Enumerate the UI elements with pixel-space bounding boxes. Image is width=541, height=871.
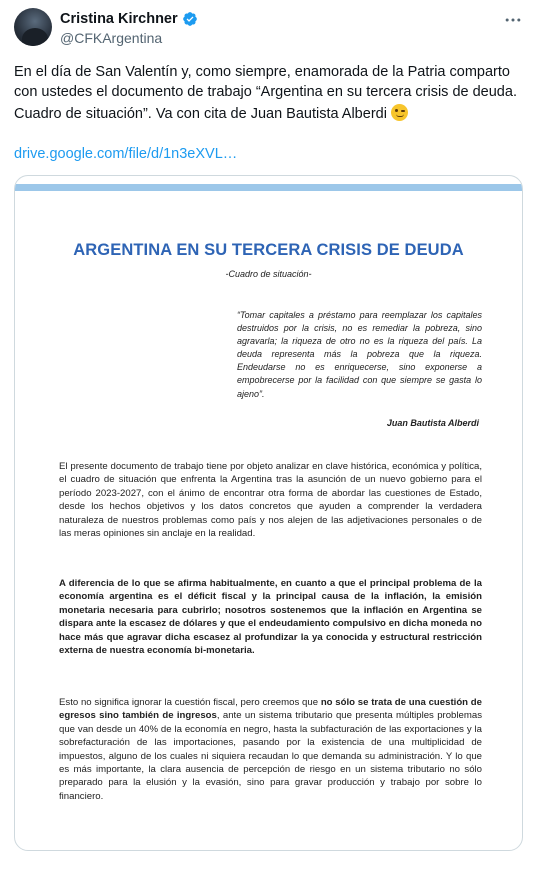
document-header-bar	[15, 184, 522, 191]
tweet-text	[14, 62, 524, 124]
avatar[interactable]	[14, 8, 52, 46]
paragraph-3-start: Esto no significa ignorar la cuestión fiscal, pero creemos que	[59, 697, 321, 708]
document-paragraph-2: A diferencia de lo que se afirma habitualmente, en cuanto a que el principal problema de la economía argentina es el déficit fiscal y la principal causa de la inflación, la emisión monetaria necesaria para cubrirlo; nosotros sostenemos que la inflación en Argentina se dispara ante la escasez de dólares y que el endeudamiento compulsivo en dicha moneda no hace más que agravar dicha escasez al profundizar la ya conocida y estructural restricción externa de nuestra economía bi-monetaria.	[59, 578, 482, 657]
winking-face-icon	[391, 104, 408, 121]
name-row	[60, 11, 198, 27]
document-image[interactable]	[14, 175, 523, 851]
paragraph-3-end: , ante un sistema tributario que presenta múltiples problemas que van desde un 40% de la economía en negro, hasta la subfacturación de las exportaciones y la sobrefacturación de las importaciones, pasando por la existencia de una multiplicidad de impuestos, alguno de los cuales ni siquiera recaudan lo que demanda su administración. Y lo que es más importante, la clara ausencia de percepción de riesgo en un sistema tributario no sólo preparado para la elusión y la evasión, sino para gravar producción y trabajo por sobre lo financiero.	[59, 710, 482, 802]
document-title: ARGENTINA EN SU TERCERA CRISIS DE DEUDA	[73, 241, 464, 259]
more-options-icon[interactable]	[503, 10, 523, 30]
display-name[interactable]: Cristina Kirchner	[60, 11, 178, 27]
handle[interactable]: @CFKArgentina	[60, 30, 163, 46]
document-quote: “Tomar capitales a préstamo para reemplazar los capitales destruidos por la crisis, no es remediar la pobreza, sino agravarla; la riqueza de otro no es la riqueza del país. La deuda representa más la pobreza que la riqueza. Endeudarse no es enriquecerse, sino exponerse a empobrecerse por la facilidad con que siempre se gasta lo ajeno”.	[237, 310, 482, 399]
quote-author: Juan Bautista Alberdi	[386, 418, 479, 428]
tweet-header	[14, 8, 527, 48]
document-paragraph-1: El presente documento de trabajo tiene por objeto analizar en clave histórica, económica y política, el cuadro de situación que enfrenta la Argentina tras la asunción de un nuevo gobierno para el período 2023-2027, con el ánimo de encontrar otra forma de abordar las cuestiones de Estado, desde los hechos objetivos y los datos concretos que ayuden a comprender la verdadera naturaleza de nuestros problemas como país y nos alejen de las adjetivaciones personales o de las meras opiniones sin anclaje en la realidad.	[59, 461, 482, 540]
verified-badge-icon	[182, 11, 198, 27]
paragraph-3-bold: no sólo se trata de una cuestión de egresos sino también de ingresos	[59, 697, 483, 722]
document-paragraph-3	[59, 696, 482, 803]
document-subtitle: -Cuadro de situación-	[225, 269, 312, 279]
drive-link[interactable]: drive.google.com/file/d/1n3eXVL…	[14, 146, 238, 162]
tweet-body: En el día de San Valentín y, como siempre, enamorada de la Patria comparto con ustedes el documento de trabajo “Argentina en su tercera crisis de deuda. Cuadro de situación”. Va con cita de Juan Bautista Alberdi	[14, 64, 517, 122]
